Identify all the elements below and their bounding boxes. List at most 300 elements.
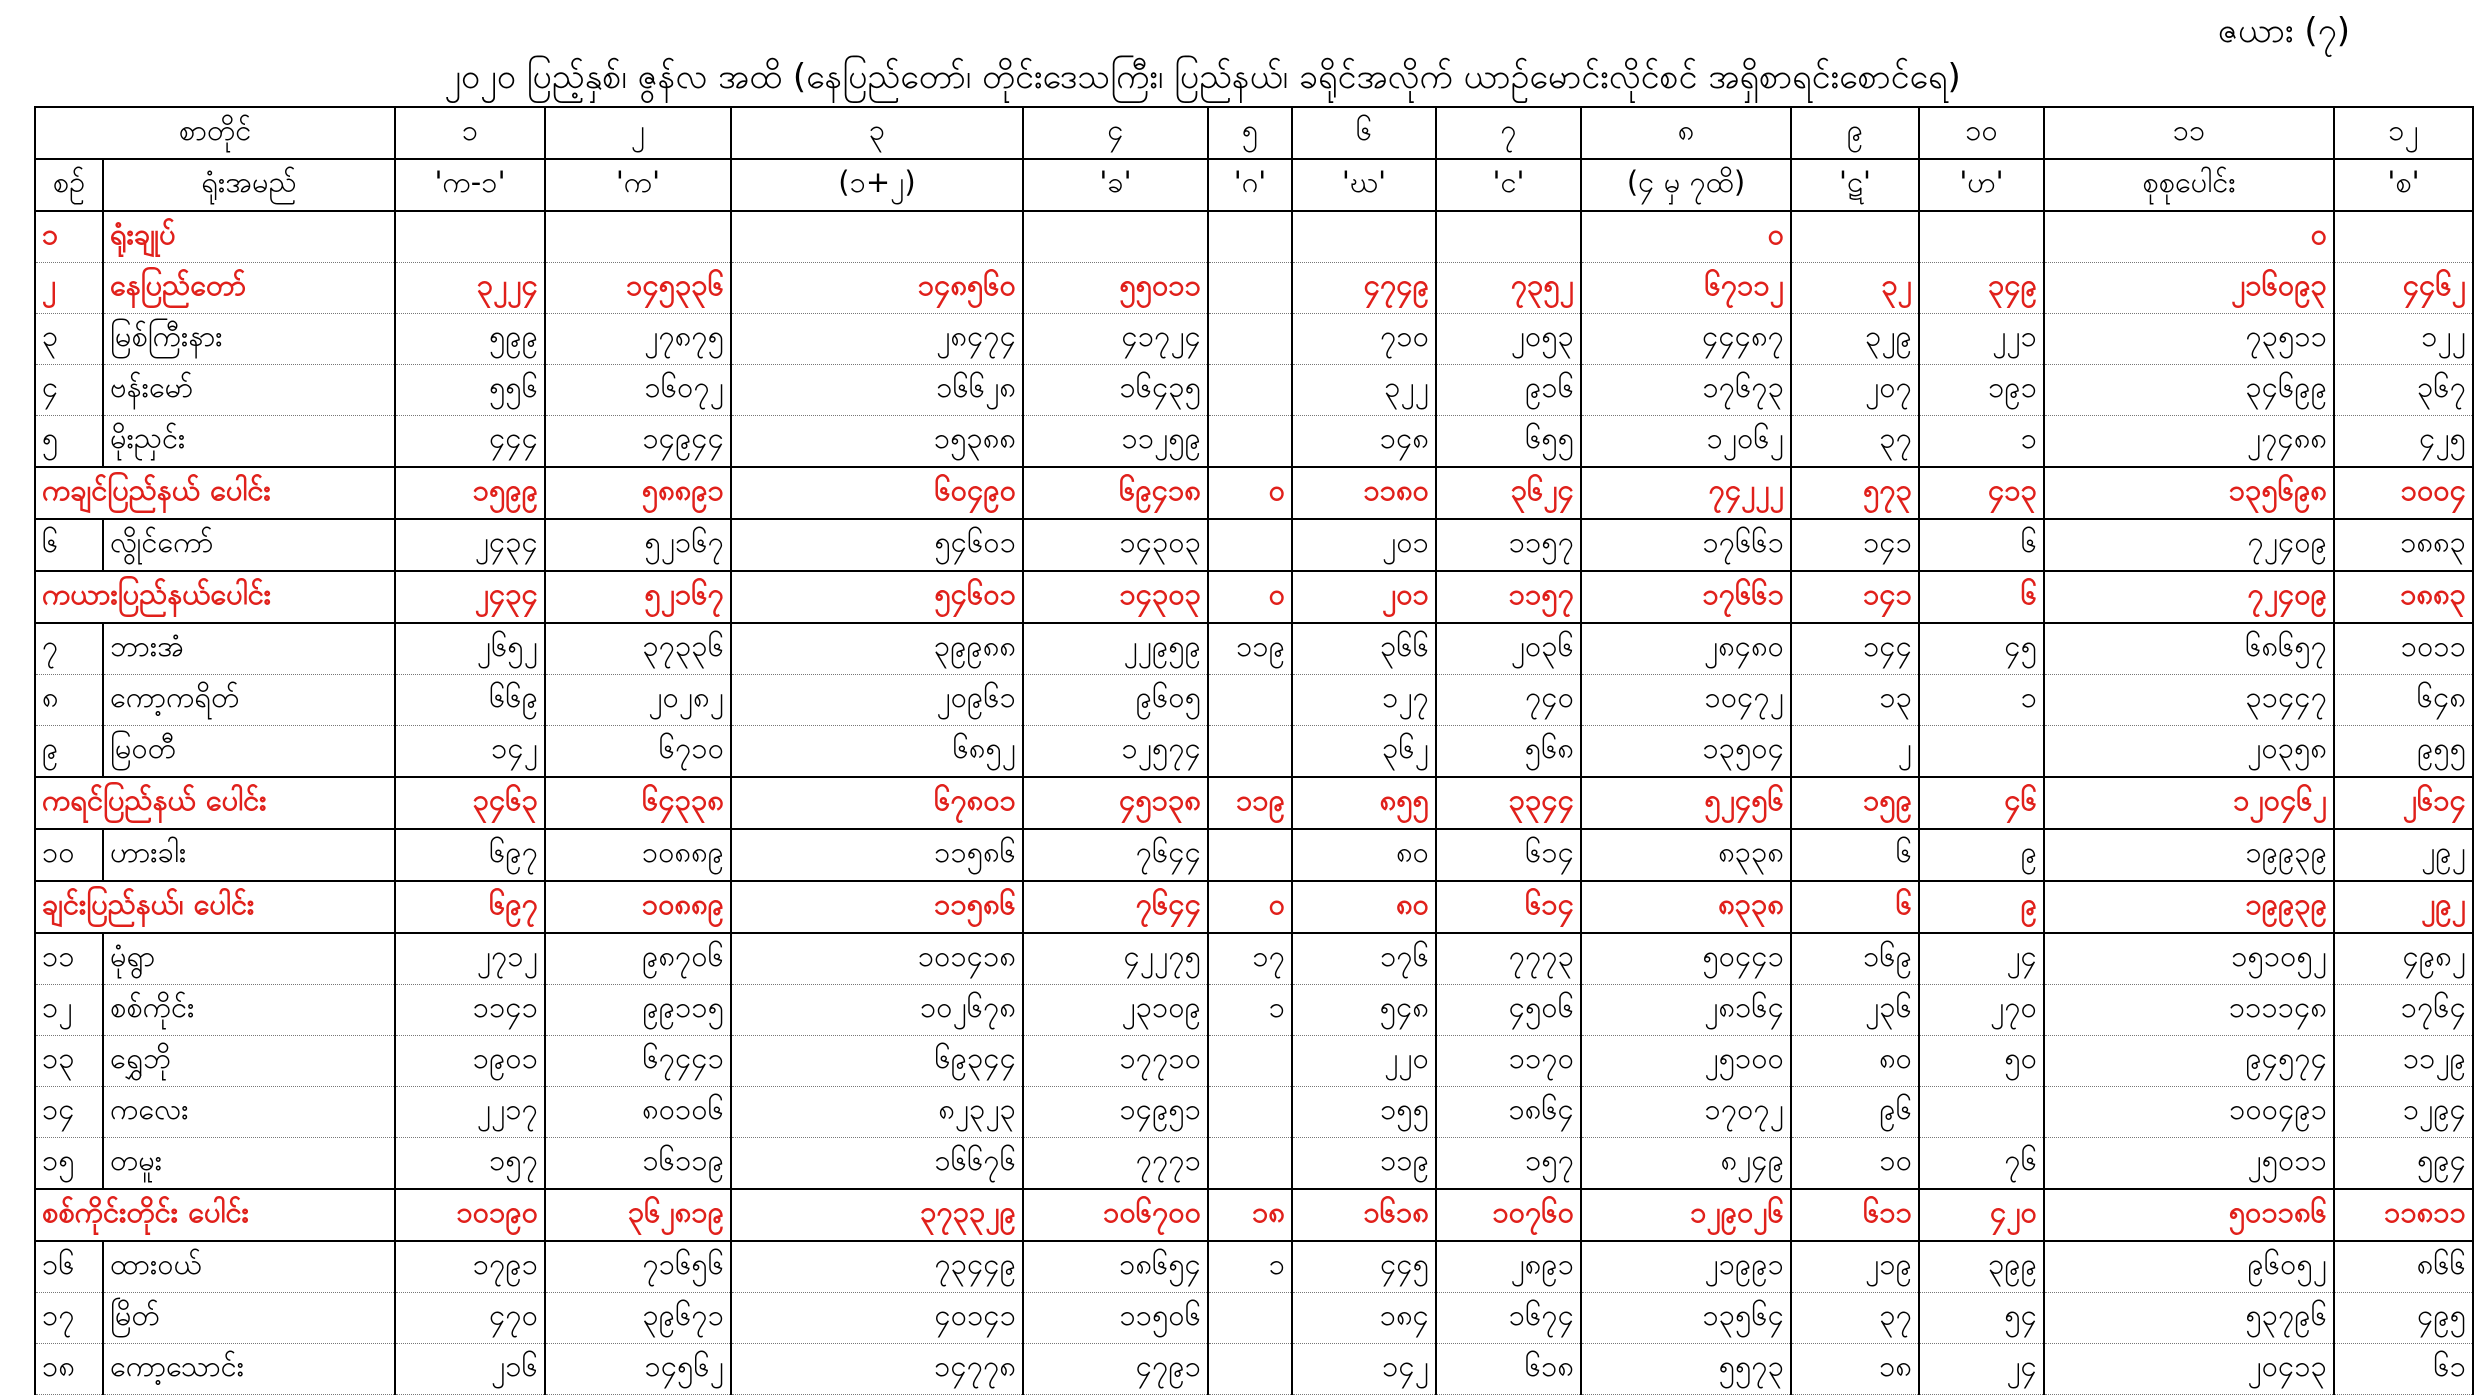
appendix-label: ဇယား (၇) bbox=[2217, 11, 2350, 51]
value-cell: ၁၄၅၃၃၆ bbox=[545, 263, 731, 314]
header-row-column-numbers bbox=[35, 107, 2473, 159]
value-cell: ၁၇၉၁ bbox=[395, 1241, 545, 1293]
value-cell: ၂၀၃၅၈ bbox=[2044, 726, 2334, 778]
value-cell: ၂၈၄၈၀ bbox=[1581, 623, 1791, 675]
value-cell: ၁၈ bbox=[1208, 1189, 1292, 1241]
value-cell: ၈၂၃၂၃ bbox=[731, 1087, 1023, 1138]
value-cell: ၂၀၉၆၁ bbox=[731, 675, 1023, 726]
value-cell: ၉၉၁၁၅ bbox=[545, 985, 731, 1036]
value-cell: ၁၁၅၇ bbox=[1436, 519, 1581, 571]
value-cell: ၃၇၃၃၆ bbox=[545, 623, 731, 675]
value-cell: ၁၁၂၅၉ bbox=[1023, 416, 1208, 468]
value-cell: ၆၄၈ bbox=[2334, 675, 2473, 726]
table-row bbox=[35, 314, 2473, 365]
value-cell: ၃၆၇ bbox=[2334, 365, 2473, 416]
value-cell: ၈၀ bbox=[1292, 881, 1436, 933]
value-cell: ၁၂၀၆၂ bbox=[1581, 416, 1791, 468]
value-cell: ၁၅၁၀၅၂ bbox=[2044, 933, 2334, 985]
value-cell: ၄၀၁၄၁ bbox=[731, 1293, 1023, 1344]
table-row bbox=[35, 1293, 2473, 1344]
value-cell: ၂၈၁၆၄ bbox=[1581, 985, 1791, 1036]
value-cell: ၂၉၂ bbox=[2334, 829, 2473, 881]
value-cell: ၁၄၅၆၂ bbox=[545, 1344, 731, 1395]
value-cell: ၆ bbox=[1791, 881, 1919, 933]
serial-number-cell: ၁၂ bbox=[35, 985, 103, 1036]
value-cell: ၁၃ bbox=[1791, 675, 1919, 726]
value-cell: ၁၁၅၈၆ bbox=[731, 829, 1023, 881]
value-cell: ၇၂၄၀၉ bbox=[2044, 571, 2334, 623]
value-cell: ၇၆၄၄ bbox=[1023, 829, 1208, 881]
office-name-cell: ဟားခါး bbox=[103, 829, 395, 881]
value-cell: ၂၀၁ bbox=[1292, 519, 1436, 571]
value-cell: ၆၄၃၃၈ bbox=[545, 777, 731, 829]
serial-number-cell: ၈ bbox=[35, 675, 103, 726]
table-row bbox=[35, 416, 2473, 468]
value-cell: ၁၄၄ bbox=[1791, 623, 1919, 675]
value-cell: ၁၂၉၄ bbox=[2334, 1087, 2473, 1138]
value-cell: ၈၃၃၈ bbox=[1581, 881, 1791, 933]
column-number-header: ၉ bbox=[1791, 107, 1919, 159]
value-cell: ၄၇၉၁ bbox=[1023, 1344, 1208, 1395]
value-cell bbox=[545, 211, 731, 263]
value-cell: ၄၉၈၂ bbox=[2334, 933, 2473, 985]
value-cell: ၄၁၃ bbox=[1919, 467, 2044, 519]
value-cell: ၆၇၁၀ bbox=[545, 726, 731, 778]
value-cell bbox=[1208, 416, 1292, 468]
value-cell: ၃၄၉ bbox=[1919, 263, 2044, 314]
value-cell: ၂၄၃၄ bbox=[395, 519, 545, 571]
value-cell: ၂၀၅၃ bbox=[1436, 314, 1581, 365]
value-cell: ၇၁၆၅၆ bbox=[545, 1241, 731, 1293]
value-cell: ၁၈ bbox=[1791, 1344, 1919, 1395]
value-cell: ၄၄၆၂ bbox=[2334, 263, 2473, 314]
value-cell: ၈၀၁၀၆ bbox=[545, 1087, 731, 1138]
subtotal-label: ကချင်ပြည်နယ် ပေါင်း bbox=[35, 467, 395, 519]
value-cell: ၁၁၅၈၆ bbox=[731, 881, 1023, 933]
column-number-header: ၄ bbox=[1023, 107, 1208, 159]
office-name-cell: မြိတ် bbox=[103, 1293, 395, 1344]
table-row bbox=[35, 519, 2473, 571]
license-type-header: 'ဟ' bbox=[1919, 159, 2044, 211]
value-cell: ၁၄၁ bbox=[1791, 519, 1919, 571]
value-cell: ၃၉၉ bbox=[1919, 1241, 2044, 1293]
office-name-cell: ရုံးချုပ် bbox=[103, 211, 395, 263]
value-cell: ၈၆၆ bbox=[2334, 1241, 2473, 1293]
value-cell: ၃၆၆ bbox=[1292, 623, 1436, 675]
value-cell: ၁၀၁၄၁၈ bbox=[731, 933, 1023, 985]
value-cell: ၁၆၁၁၉ bbox=[545, 1138, 731, 1190]
office-name-cell: ကလေး bbox=[103, 1087, 395, 1138]
value-cell: ၁၁၄၁ bbox=[395, 985, 545, 1036]
value-cell: ၁၇၆ bbox=[1292, 933, 1436, 985]
value-cell: ၄၉၅ bbox=[2334, 1293, 2473, 1344]
office-name-header: ရုံးအမည် bbox=[103, 159, 395, 211]
value-cell: ၁၆၁၈ bbox=[1292, 1189, 1436, 1241]
value-cell: ၁၆၆၂၈ bbox=[731, 365, 1023, 416]
value-cell: ၅၂၁၆၇ bbox=[545, 519, 731, 571]
value-cell: ၆၁၄ bbox=[1436, 881, 1581, 933]
value-cell: ၃၃၄၄ bbox=[1436, 777, 1581, 829]
value-cell: ၄၂၂၇၅ bbox=[1023, 933, 1208, 985]
office-name-cell: မုံရွာ bbox=[103, 933, 395, 985]
value-cell: ၂၄ bbox=[1919, 1344, 2044, 1395]
value-cell: ၁၁၉ bbox=[1208, 777, 1292, 829]
value-cell: ၅၂၄၅၆ bbox=[1581, 777, 1791, 829]
serial-number-cell: ၁၇ bbox=[35, 1293, 103, 1344]
value-cell: ၂၄ bbox=[1919, 933, 2044, 985]
value-cell: ၂၀၇ bbox=[1791, 365, 1919, 416]
value-cell: ၂၂၁ bbox=[1919, 314, 2044, 365]
office-name-cell: ထားဝယ် bbox=[103, 1241, 395, 1293]
subtotal-label: ချင်းပြည်နယ်၊ ပေါင်း bbox=[35, 881, 395, 933]
value-cell: ၁ bbox=[1919, 416, 2044, 468]
value-cell bbox=[1292, 211, 1436, 263]
serial-number-header: စဉ် bbox=[35, 159, 103, 211]
value-cell: ၁၄၃၀၃ bbox=[1023, 571, 1208, 623]
value-cell: ၃၇ bbox=[1791, 416, 1919, 468]
value-cell: ၆၇၁၁၂ bbox=[1581, 263, 1791, 314]
value-cell: ၄၅၀၆ bbox=[1436, 985, 1581, 1036]
serial-number-cell: ၂ bbox=[35, 263, 103, 314]
value-cell bbox=[1208, 1087, 1292, 1138]
office-name-cell: ကော့သောင်း bbox=[103, 1344, 395, 1395]
value-cell: ၁၁၅၀၆ bbox=[1023, 1293, 1208, 1344]
value-cell: ၁၇၀၇၂ bbox=[1581, 1087, 1791, 1138]
value-cell: ၄၇၀ bbox=[395, 1293, 545, 1344]
value-cell: ၀ bbox=[2044, 211, 2334, 263]
value-cell bbox=[1919, 211, 2044, 263]
value-cell: ၂၂၁၇ bbox=[395, 1087, 545, 1138]
table-row bbox=[35, 726, 2473, 778]
value-cell: ၅၀၁၁၈၆ bbox=[2044, 1189, 2334, 1241]
value-cell: ၇၄၂၂၂ bbox=[1581, 467, 1791, 519]
value-cell: ၂၆၁၄ bbox=[2334, 777, 2473, 829]
value-cell: ၆၈၆၅၇ bbox=[2044, 623, 2334, 675]
value-cell: ၁၁၈၁၁ bbox=[2334, 1189, 2473, 1241]
value-cell: ၄၄၄၈၇ bbox=[1581, 314, 1791, 365]
value-cell: ၁၀၁၁ bbox=[2334, 623, 2473, 675]
value-cell: ၂၇၀ bbox=[1919, 985, 2044, 1036]
office-name-cell: ဘားအံ bbox=[103, 623, 395, 675]
value-cell: ၂၂၀ bbox=[1292, 1036, 1436, 1087]
serial-number-cell: ၁၅ bbox=[35, 1138, 103, 1190]
value-cell: ၆၈၅၂ bbox=[731, 726, 1023, 778]
value-cell: ၅၂၁၆၇ bbox=[545, 571, 731, 623]
value-cell: ၀ bbox=[1208, 881, 1292, 933]
value-cell: ၁၄၂ bbox=[395, 726, 545, 778]
value-cell: ၂၁၆ bbox=[395, 1344, 545, 1395]
value-cell: ၆၀၄၉၀ bbox=[731, 467, 1023, 519]
license-type-header: 'ဃ' bbox=[1292, 159, 1436, 211]
value-cell: ၅၀၄၄၁ bbox=[1581, 933, 1791, 985]
value-cell: ၁၁၇၀ bbox=[1436, 1036, 1581, 1087]
value-cell: ၃၆၂ bbox=[1292, 726, 1436, 778]
office-name-cell: တမူး bbox=[103, 1138, 395, 1190]
value-cell: ၅၄၆၀၁ bbox=[731, 519, 1023, 571]
value-cell: ၅၇၃ bbox=[1791, 467, 1919, 519]
value-cell bbox=[1208, 726, 1292, 778]
office-name-cell: မြဝတီ bbox=[103, 726, 395, 778]
column-number-header: ၁၂ bbox=[2334, 107, 2473, 159]
license-type-header: 'င' bbox=[1436, 159, 1581, 211]
value-cell bbox=[2334, 211, 2473, 263]
table-row bbox=[35, 623, 2473, 675]
value-cell: ၂၁၉၉၁ bbox=[1581, 1241, 1791, 1293]
value-cell: ၂၁၆၀၉၃ bbox=[2044, 263, 2334, 314]
value-cell: ၉၁၆ bbox=[1436, 365, 1581, 416]
value-cell: ၁၃၅၆၄ bbox=[1581, 1293, 1791, 1344]
value-cell: ၁၄၂ bbox=[1292, 1344, 1436, 1395]
value-cell: ၇၃၄၄၉ bbox=[731, 1241, 1023, 1293]
serial-number-cell: ၅ bbox=[35, 416, 103, 468]
office-name-cell: မိုးညှင်း bbox=[103, 416, 395, 468]
value-cell: ၁၀၆၇၀၀ bbox=[1023, 1189, 1208, 1241]
value-cell bbox=[1208, 1036, 1292, 1087]
value-cell: ၆၆၉ bbox=[395, 675, 545, 726]
value-cell: ၁၀၄၇၂ bbox=[1581, 675, 1791, 726]
value-cell: ၉၆၀၅၂ bbox=[2044, 1241, 2334, 1293]
value-cell: ၃၄၆၃ bbox=[395, 777, 545, 829]
table-row bbox=[35, 1241, 2473, 1293]
value-cell bbox=[1208, 1344, 1292, 1395]
license-type-header: 'က-၁' bbox=[395, 159, 545, 211]
value-cell: ၅၉၄ bbox=[2334, 1138, 2473, 1190]
value-cell: ၆၁ bbox=[2334, 1344, 2473, 1395]
column-number-header: ၁ bbox=[395, 107, 545, 159]
office-name-cell: စစ်ကိုင်း bbox=[103, 985, 395, 1036]
value-cell: ၁၆၆၇၆ bbox=[731, 1138, 1023, 1190]
subtotal-row bbox=[35, 571, 2473, 623]
value-cell: ၉ bbox=[1919, 829, 2044, 881]
value-cell: ၅၄၆၀၁ bbox=[731, 571, 1023, 623]
value-cell: ၃၂၂၄ bbox=[395, 263, 545, 314]
value-cell: ၃၆၂၈၁၉ bbox=[545, 1189, 731, 1241]
value-cell: ၈၀ bbox=[1292, 829, 1436, 881]
value-cell: ၁ bbox=[1208, 1241, 1292, 1293]
table-row bbox=[35, 829, 2473, 881]
value-cell: ၅၄ bbox=[1919, 1293, 2044, 1344]
value-cell: ၂၁၉ bbox=[1791, 1241, 1919, 1293]
value-cell: ၁၅၉ bbox=[1791, 777, 1919, 829]
table-row bbox=[35, 1344, 2473, 1395]
value-cell: ၁၉၀၁ bbox=[395, 1036, 545, 1087]
value-cell: ၁၅၅ bbox=[1292, 1087, 1436, 1138]
value-cell: ၈၅၅ bbox=[1292, 777, 1436, 829]
value-cell: ၁၄၇၇၈ bbox=[731, 1344, 1023, 1395]
value-cell: ၁၇၆၇၃ bbox=[1581, 365, 1791, 416]
value-cell bbox=[1919, 726, 2044, 778]
value-cell: ၁၅၃၈၈ bbox=[731, 416, 1023, 468]
value-cell: ၇၂၄၀၉ bbox=[2044, 519, 2334, 571]
value-cell: ၁၆၀၇၂ bbox=[545, 365, 731, 416]
serial-number-cell: ၆ bbox=[35, 519, 103, 571]
table-row bbox=[35, 365, 2473, 416]
office-name-cell: ရွှေဘို bbox=[103, 1036, 395, 1087]
serial-number-cell: ၁၀ bbox=[35, 829, 103, 881]
column-number-header: ၈ bbox=[1581, 107, 1791, 159]
value-cell: ၁ bbox=[1919, 675, 2044, 726]
license-type-header: စုစုပေါင်း bbox=[2044, 159, 2334, 211]
value-cell: ၁၁၁၁၄၈ bbox=[2044, 985, 2334, 1036]
value-cell: ၁၈၆၄ bbox=[1436, 1087, 1581, 1138]
table-row bbox=[35, 263, 2473, 314]
value-cell: ၂၀၁ bbox=[1292, 571, 1436, 623]
subtotal-row bbox=[35, 881, 2473, 933]
column-number-header: ၁၀ bbox=[1919, 107, 2044, 159]
value-cell: ၄၇၄၉ bbox=[1292, 263, 1436, 314]
value-cell bbox=[1208, 519, 1292, 571]
value-cell: ၇၃၅၁၁ bbox=[2044, 314, 2334, 365]
license-type-header: (၁+၂) bbox=[731, 159, 1023, 211]
value-cell: ၇၇၇၁ bbox=[1023, 1138, 1208, 1190]
table-row bbox=[35, 1036, 2473, 1087]
value-cell: ၁၉၉၃၉ bbox=[2044, 829, 2334, 881]
subtotal-row bbox=[35, 777, 2473, 829]
value-cell: ၅၉၉ bbox=[395, 314, 545, 365]
value-cell: ၁၆၉ bbox=[1791, 933, 1919, 985]
value-cell: ၉၈၇၀၆ bbox=[545, 933, 731, 985]
column-number-header: ၅ bbox=[1208, 107, 1292, 159]
value-cell: ၇၃၅၂ bbox=[1436, 263, 1581, 314]
value-cell: ၂၀၄၁၃ bbox=[2044, 1344, 2334, 1395]
serial-number-cell: ၁၄ bbox=[35, 1087, 103, 1138]
value-cell: ၆၁၈ bbox=[1436, 1344, 1581, 1395]
value-cell: ၂၇၄၈၈ bbox=[2044, 416, 2334, 468]
license-table bbox=[34, 106, 2474, 1395]
value-cell: ၁၈၈၃ bbox=[2334, 519, 2473, 571]
value-cell: ၂၅၀၁၁ bbox=[2044, 1138, 2334, 1190]
subtotal-label: ကယားပြည်နယ်ပေါင်း bbox=[35, 571, 395, 623]
value-cell: ၁၈၆၅၄ bbox=[1023, 1241, 1208, 1293]
value-cell: ၆၇၄၄၁ bbox=[545, 1036, 731, 1087]
value-cell: ၁၁၈၀ bbox=[1292, 467, 1436, 519]
value-cell: ၃၉၆၇၁ bbox=[545, 1293, 731, 1344]
value-cell bbox=[395, 211, 545, 263]
value-cell: ၂၆၅၂ bbox=[395, 623, 545, 675]
value-cell: ၁၂၇ bbox=[1292, 675, 1436, 726]
value-cell: ၂၇၁၂ bbox=[395, 933, 545, 985]
value-cell: ၁၈၈၃ bbox=[2334, 571, 2473, 623]
value-cell: ၁၇၆၄ bbox=[2334, 985, 2473, 1036]
license-type-header: 'က' bbox=[545, 159, 731, 211]
value-cell: ၂၀၂၈၂ bbox=[545, 675, 731, 726]
subtotal-row bbox=[35, 1189, 2473, 1241]
value-cell: ၂၉၂ bbox=[2334, 881, 2473, 933]
value-cell bbox=[1208, 1293, 1292, 1344]
serial-number-cell: ၃ bbox=[35, 314, 103, 365]
value-cell: ၅၈၈၉၁ bbox=[545, 467, 731, 519]
value-cell: ၄၄၄ bbox=[395, 416, 545, 468]
serial-number-cell: ၁၈ bbox=[35, 1344, 103, 1395]
office-name-cell: မြစ်ကြီးနား bbox=[103, 314, 395, 365]
value-cell: ၁၁၂၉ bbox=[2334, 1036, 2473, 1087]
value-cell: ၇၁၀ bbox=[1292, 314, 1436, 365]
value-cell: ၁၀၈၈၉ bbox=[545, 881, 731, 933]
value-cell: ၉၆ bbox=[1791, 1087, 1919, 1138]
value-cell: ၇၆၄၄ bbox=[1023, 881, 1208, 933]
subtotal-row bbox=[35, 467, 2473, 519]
value-cell: ၉ bbox=[1919, 881, 2044, 933]
value-cell: ၁၃၅၆၉၈ bbox=[2044, 467, 2334, 519]
column-number-header: ၆ bbox=[1292, 107, 1436, 159]
table-row bbox=[35, 933, 2473, 985]
value-cell: ၅၄၈ bbox=[1292, 985, 1436, 1036]
value-cell: ၁၇၆၆၁ bbox=[1581, 571, 1791, 623]
value-cell: ၆၅၅ bbox=[1436, 416, 1581, 468]
value-cell: ၅၅၆ bbox=[395, 365, 545, 416]
value-cell bbox=[1208, 211, 1292, 263]
value-cell bbox=[1208, 1138, 1292, 1190]
office-name-cell: နေပြည်တော် bbox=[103, 263, 395, 314]
value-cell bbox=[1208, 829, 1292, 881]
value-cell: ၁၆၇၄ bbox=[1436, 1293, 1581, 1344]
value-cell: ၄၅၁၃၈ bbox=[1023, 777, 1208, 829]
subtotal-label: စစ်ကိုင်းတိုင်း ပေါင်း bbox=[35, 1189, 395, 1241]
value-cell: ၁၄၉၅၁ bbox=[1023, 1087, 1208, 1138]
value-cell: ၄၁၇၂၄ bbox=[1023, 314, 1208, 365]
value-cell: ၈၂၄၉ bbox=[1581, 1138, 1791, 1190]
office-name-cell: ဗန်းမော် bbox=[103, 365, 395, 416]
value-cell: ၀ bbox=[1208, 571, 1292, 623]
value-cell bbox=[1208, 263, 1292, 314]
value-cell: ၁၁၉ bbox=[1208, 623, 1292, 675]
value-cell: ၁၉၉၃၉ bbox=[2044, 881, 2334, 933]
serial-number-cell: ၁ bbox=[35, 211, 103, 263]
value-cell: ၅၅၀၁၁ bbox=[1023, 263, 1208, 314]
value-cell: ၁၇၆၆၁ bbox=[1581, 519, 1791, 571]
value-cell: ၄၂၀ bbox=[1919, 1189, 2044, 1241]
value-cell: ၁၀၀၄၉၁ bbox=[2044, 1087, 2334, 1138]
value-cell bbox=[1208, 675, 1292, 726]
license-type-header: 'ခ' bbox=[1023, 159, 1208, 211]
value-cell: ၁၂၀၄၆၂ bbox=[2044, 777, 2334, 829]
value-cell: ၁၀၀၄ bbox=[2334, 467, 2473, 519]
value-cell bbox=[1208, 365, 1292, 416]
value-cell bbox=[1208, 314, 1292, 365]
value-cell: ၂၀၃၆ bbox=[1436, 623, 1581, 675]
value-cell: ၃၇ bbox=[1791, 1293, 1919, 1344]
table-row bbox=[35, 1087, 2473, 1138]
value-cell: ၆၁၁ bbox=[1791, 1189, 1919, 1241]
value-cell: ၄၂၅ bbox=[2334, 416, 2473, 468]
value-cell: ၉၄၅၇၄ bbox=[2044, 1036, 2334, 1087]
header-row-types bbox=[35, 159, 2473, 211]
office-name-cell: လွိုင်ကော် bbox=[103, 519, 395, 571]
value-cell: ၁၄၉၄၄ bbox=[545, 416, 731, 468]
serial-number-cell: ၁၃ bbox=[35, 1036, 103, 1087]
license-type-header: 'စ' bbox=[2334, 159, 2473, 211]
value-cell: ၄၆ bbox=[1919, 777, 2044, 829]
office-name-cell: ကော့ကရိတ် bbox=[103, 675, 395, 726]
value-cell: ၃၆၂၄ bbox=[1436, 467, 1581, 519]
serial-number-cell: ၁၆ bbox=[35, 1241, 103, 1293]
value-cell: ၃၉၉၈၈ bbox=[731, 623, 1023, 675]
value-cell: ၃၂၂ bbox=[1292, 365, 1436, 416]
column-label-header: စာတိုင် bbox=[35, 107, 395, 159]
value-cell: ၁၀၈၈၉ bbox=[545, 829, 731, 881]
value-cell: ၂ bbox=[1791, 726, 1919, 778]
value-cell: ၁၄၈ bbox=[1292, 416, 1436, 468]
value-cell: ၁၇ bbox=[1208, 933, 1292, 985]
value-cell bbox=[1023, 211, 1208, 263]
value-cell: ၁၂၉၀၂၆ bbox=[1581, 1189, 1791, 1241]
value-cell: ၁၅၇ bbox=[395, 1138, 545, 1190]
value-cell: ၄၄၅ bbox=[1292, 1241, 1436, 1293]
value-cell: ၆၉၄၁၈ bbox=[1023, 467, 1208, 519]
value-cell: ၁၅၉၉ bbox=[395, 467, 545, 519]
value-cell: ၈၀ bbox=[1791, 1036, 1919, 1087]
value-cell: ၈၃၃၈ bbox=[1581, 829, 1791, 881]
